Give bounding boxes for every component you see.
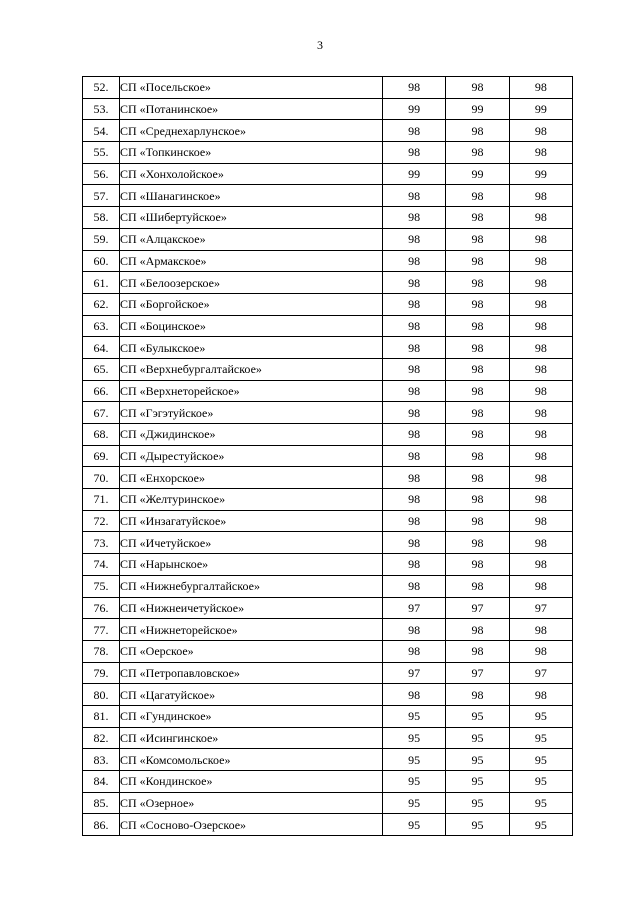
value-cell-2: 95 (446, 705, 509, 727)
table-row (83, 792, 573, 814)
table-body (83, 77, 573, 836)
row-number-cell: 81. (83, 705, 120, 727)
row-number-cell: 63. (83, 315, 120, 337)
table-row (83, 705, 573, 727)
table-row (83, 185, 573, 207)
row-number-cell: 77. (83, 619, 120, 641)
value-cell-1: 98 (383, 640, 446, 662)
row-number-cell: 62. (83, 293, 120, 315)
settlement-name-cell: СП «Боргойское» (120, 293, 383, 315)
settlement-name-cell: СП «Верхнеторейское» (120, 380, 383, 402)
value-cell-2: 98 (446, 337, 509, 359)
settlement-name-cell: СП «Боцинское» (120, 315, 383, 337)
settlement-name-cell: СП «Шибертуйское» (120, 207, 383, 229)
value-cell-1: 98 (383, 272, 446, 294)
value-cell-1: 98 (383, 207, 446, 229)
value-cell-2: 98 (446, 185, 509, 207)
value-cell-1: 98 (383, 77, 446, 99)
value-cell-1: 98 (383, 337, 446, 359)
settlement-name-cell: СП «Оерское» (120, 640, 383, 662)
value-cell-1: 98 (383, 619, 446, 641)
row-number-cell: 86. (83, 814, 120, 836)
table-row (83, 207, 573, 229)
row-number-cell: 74. (83, 554, 120, 576)
settlement-name-cell: СП «Нижнеичетуйское» (120, 597, 383, 619)
value-cell-2: 98 (446, 402, 509, 424)
value-cell-1: 98 (383, 358, 446, 380)
value-cell-3: 98 (509, 532, 572, 554)
value-cell-3: 97 (509, 662, 572, 684)
settlements-table (82, 76, 573, 836)
table-row (83, 814, 573, 836)
table-row (83, 575, 573, 597)
value-cell-2: 98 (446, 619, 509, 641)
settlement-name-cell: СП «Алцакское» (120, 228, 383, 250)
value-cell-2: 98 (446, 142, 509, 164)
table-row (83, 662, 573, 684)
table-row (83, 727, 573, 749)
settlement-name-cell: СП «Гэгэтуйское» (120, 402, 383, 424)
settlement-name-cell: СП «Сосново-Озерское» (120, 814, 383, 836)
value-cell-3: 98 (509, 424, 572, 446)
table-row (83, 142, 573, 164)
table-row (83, 272, 573, 294)
settlement-name-cell: СП «Потанинское» (120, 98, 383, 120)
value-cell-2: 98 (446, 207, 509, 229)
value-cell-3: 98 (509, 445, 572, 467)
value-cell-3: 98 (509, 272, 572, 294)
value-cell-2: 98 (446, 445, 509, 467)
value-cell-3: 98 (509, 402, 572, 424)
settlement-name-cell: СП «Джидинское» (120, 424, 383, 446)
value-cell-3: 98 (509, 380, 572, 402)
value-cell-2: 95 (446, 814, 509, 836)
row-number-cell: 70. (83, 467, 120, 489)
value-cell-3: 98 (509, 207, 572, 229)
table-row (83, 467, 573, 489)
row-number-cell: 84. (83, 771, 120, 793)
value-cell-2: 95 (446, 792, 509, 814)
row-number-cell: 76. (83, 597, 120, 619)
value-cell-1: 98 (383, 445, 446, 467)
value-cell-3: 98 (509, 358, 572, 380)
row-number-cell: 85. (83, 792, 120, 814)
page-number: 3 (317, 38, 323, 52)
settlement-name-cell: СП «Желтуринское» (120, 489, 383, 511)
value-cell-2: 98 (446, 532, 509, 554)
value-cell-3: 98 (509, 554, 572, 576)
table-row (83, 250, 573, 272)
value-cell-1: 98 (383, 554, 446, 576)
value-cell-1: 95 (383, 705, 446, 727)
row-number-cell: 65. (83, 358, 120, 380)
settlement-name-cell: СП «Посельское» (120, 77, 383, 99)
value-cell-3: 98 (509, 510, 572, 532)
row-number-cell: 64. (83, 337, 120, 359)
settlement-name-cell: СП «Нижнеторейское» (120, 619, 383, 641)
value-cell-3: 98 (509, 77, 572, 99)
settlement-name-cell: СП «Дырестуйское» (120, 445, 383, 467)
value-cell-1: 98 (383, 424, 446, 446)
value-cell-2: 98 (446, 467, 509, 489)
value-cell-1: 99 (383, 98, 446, 120)
settlement-name-cell: СП «Хонхолойское» (120, 163, 383, 185)
row-number-cell: 54. (83, 120, 120, 142)
value-cell-2: 95 (446, 727, 509, 749)
table-row (83, 358, 573, 380)
value-cell-1: 99 (383, 163, 446, 185)
value-cell-3: 97 (509, 597, 572, 619)
value-cell-2: 98 (446, 228, 509, 250)
table-row (83, 749, 573, 771)
row-number-cell: 66. (83, 380, 120, 402)
row-number-cell: 67. (83, 402, 120, 424)
row-number-cell: 68. (83, 424, 120, 446)
value-cell-3: 95 (509, 705, 572, 727)
value-cell-2: 97 (446, 597, 509, 619)
value-cell-2: 97 (446, 662, 509, 684)
row-number-cell: 59. (83, 228, 120, 250)
value-cell-3: 99 (509, 98, 572, 120)
settlement-name-cell: СП «Гундинское» (120, 705, 383, 727)
table-row (83, 554, 573, 576)
value-cell-3: 98 (509, 120, 572, 142)
value-cell-3: 98 (509, 337, 572, 359)
value-cell-1: 98 (383, 532, 446, 554)
value-cell-1: 97 (383, 662, 446, 684)
row-number-cell: 79. (83, 662, 120, 684)
value-cell-2: 99 (446, 163, 509, 185)
table-row (83, 510, 573, 532)
value-cell-1: 95 (383, 749, 446, 771)
value-cell-2: 95 (446, 771, 509, 793)
value-cell-1: 98 (383, 489, 446, 511)
value-cell-3: 98 (509, 619, 572, 641)
value-cell-3: 99 (509, 163, 572, 185)
value-cell-2: 98 (446, 293, 509, 315)
value-cell-3: 98 (509, 228, 572, 250)
row-number-cell: 61. (83, 272, 120, 294)
value-cell-2: 98 (446, 272, 509, 294)
value-cell-1: 98 (383, 315, 446, 337)
value-cell-3: 98 (509, 142, 572, 164)
table-row (83, 424, 573, 446)
settlement-name-cell: СП «Ичетуйское» (120, 532, 383, 554)
row-number-cell: 53. (83, 98, 120, 120)
settlement-name-cell: СП «Топкинское» (120, 142, 383, 164)
value-cell-1: 95 (383, 814, 446, 836)
table-row (83, 402, 573, 424)
value-cell-1: 98 (383, 142, 446, 164)
table-row (83, 380, 573, 402)
settlement-name-cell: СП «Инзагатуйское» (120, 510, 383, 532)
table-row (83, 163, 573, 185)
value-cell-2: 95 (446, 749, 509, 771)
table-row (83, 532, 573, 554)
table-row (83, 77, 573, 99)
settlement-name-cell: СП «Булыкское» (120, 337, 383, 359)
value-cell-3: 95 (509, 727, 572, 749)
value-cell-3: 98 (509, 185, 572, 207)
settlement-name-cell: СП «Армакское» (120, 250, 383, 272)
table-row (83, 315, 573, 337)
settlement-name-cell: СП «Верхнебургалтайское» (120, 358, 383, 380)
row-number-cell: 73. (83, 532, 120, 554)
value-cell-1: 98 (383, 120, 446, 142)
settlement-name-cell: СП «Нижнебургалтайское» (120, 575, 383, 597)
value-cell-1: 95 (383, 771, 446, 793)
row-number-cell: 57. (83, 185, 120, 207)
value-cell-3: 98 (509, 467, 572, 489)
value-cell-3: 95 (509, 792, 572, 814)
value-cell-1: 98 (383, 380, 446, 402)
table-row (83, 293, 573, 315)
table-row (83, 337, 573, 359)
value-cell-3: 98 (509, 684, 572, 706)
table-row (83, 597, 573, 619)
value-cell-2: 98 (446, 77, 509, 99)
value-cell-3: 95 (509, 771, 572, 793)
row-number-cell: 83. (83, 749, 120, 771)
settlement-name-cell: СП «Енхорское» (120, 467, 383, 489)
value-cell-3: 95 (509, 749, 572, 771)
value-cell-1: 98 (383, 467, 446, 489)
table-row (83, 684, 573, 706)
row-number-cell: 52. (83, 77, 120, 99)
value-cell-2: 98 (446, 489, 509, 511)
table-row (83, 228, 573, 250)
table-row (83, 445, 573, 467)
value-cell-2: 98 (446, 684, 509, 706)
value-cell-1: 98 (383, 402, 446, 424)
table-row (83, 619, 573, 641)
row-number-cell: 58. (83, 207, 120, 229)
value-cell-1: 95 (383, 792, 446, 814)
value-cell-2: 98 (446, 640, 509, 662)
value-cell-2: 98 (446, 575, 509, 597)
row-number-cell: 75. (83, 575, 120, 597)
value-cell-1: 98 (383, 228, 446, 250)
row-number-cell: 80. (83, 684, 120, 706)
settlement-name-cell: СП «Комсомольское» (120, 749, 383, 771)
row-number-cell: 60. (83, 250, 120, 272)
value-cell-2: 98 (446, 315, 509, 337)
value-cell-1: 97 (383, 597, 446, 619)
settlement-name-cell: СП «Белоозерское» (120, 272, 383, 294)
value-cell-2: 98 (446, 424, 509, 446)
row-number-cell: 82. (83, 727, 120, 749)
value-cell-1: 98 (383, 684, 446, 706)
value-cell-2: 98 (446, 120, 509, 142)
value-cell-2: 98 (446, 250, 509, 272)
row-number-cell: 55. (83, 142, 120, 164)
settlement-name-cell: СП «Исингинское» (120, 727, 383, 749)
value-cell-2: 99 (446, 98, 509, 120)
settlement-name-cell: СП «Шанагинское» (120, 185, 383, 207)
value-cell-2: 98 (446, 510, 509, 532)
settlement-name-cell: СП «Цагатуйское» (120, 684, 383, 706)
value-cell-3: 98 (509, 489, 572, 511)
value-cell-2: 98 (446, 380, 509, 402)
settlement-name-cell: СП «Нарынское» (120, 554, 383, 576)
table-row (83, 98, 573, 120)
settlement-name-cell: СП «Петропавловское» (120, 662, 383, 684)
value-cell-3: 98 (509, 640, 572, 662)
table-row (83, 640, 573, 662)
settlement-name-cell: СП «Озерное» (120, 792, 383, 814)
value-cell-3: 98 (509, 575, 572, 597)
table-row (83, 120, 573, 142)
row-number-cell: 72. (83, 510, 120, 532)
value-cell-1: 95 (383, 727, 446, 749)
value-cell-3: 98 (509, 293, 572, 315)
value-cell-1: 98 (383, 575, 446, 597)
value-cell-1: 98 (383, 185, 446, 207)
table-row (83, 489, 573, 511)
settlement-name-cell: СП «Кондинское» (120, 771, 383, 793)
value-cell-2: 98 (446, 554, 509, 576)
value-cell-1: 98 (383, 250, 446, 272)
row-number-cell: 78. (83, 640, 120, 662)
table-row (83, 771, 573, 793)
row-number-cell: 69. (83, 445, 120, 467)
value-cell-2: 98 (446, 358, 509, 380)
settlement-name-cell: СП «Среднехарлунское» (120, 120, 383, 142)
value-cell-3: 95 (509, 814, 572, 836)
row-number-cell: 71. (83, 489, 120, 511)
row-number-cell: 56. (83, 163, 120, 185)
value-cell-3: 98 (509, 315, 572, 337)
value-cell-3: 98 (509, 250, 572, 272)
value-cell-1: 98 (383, 510, 446, 532)
value-cell-1: 98 (383, 293, 446, 315)
